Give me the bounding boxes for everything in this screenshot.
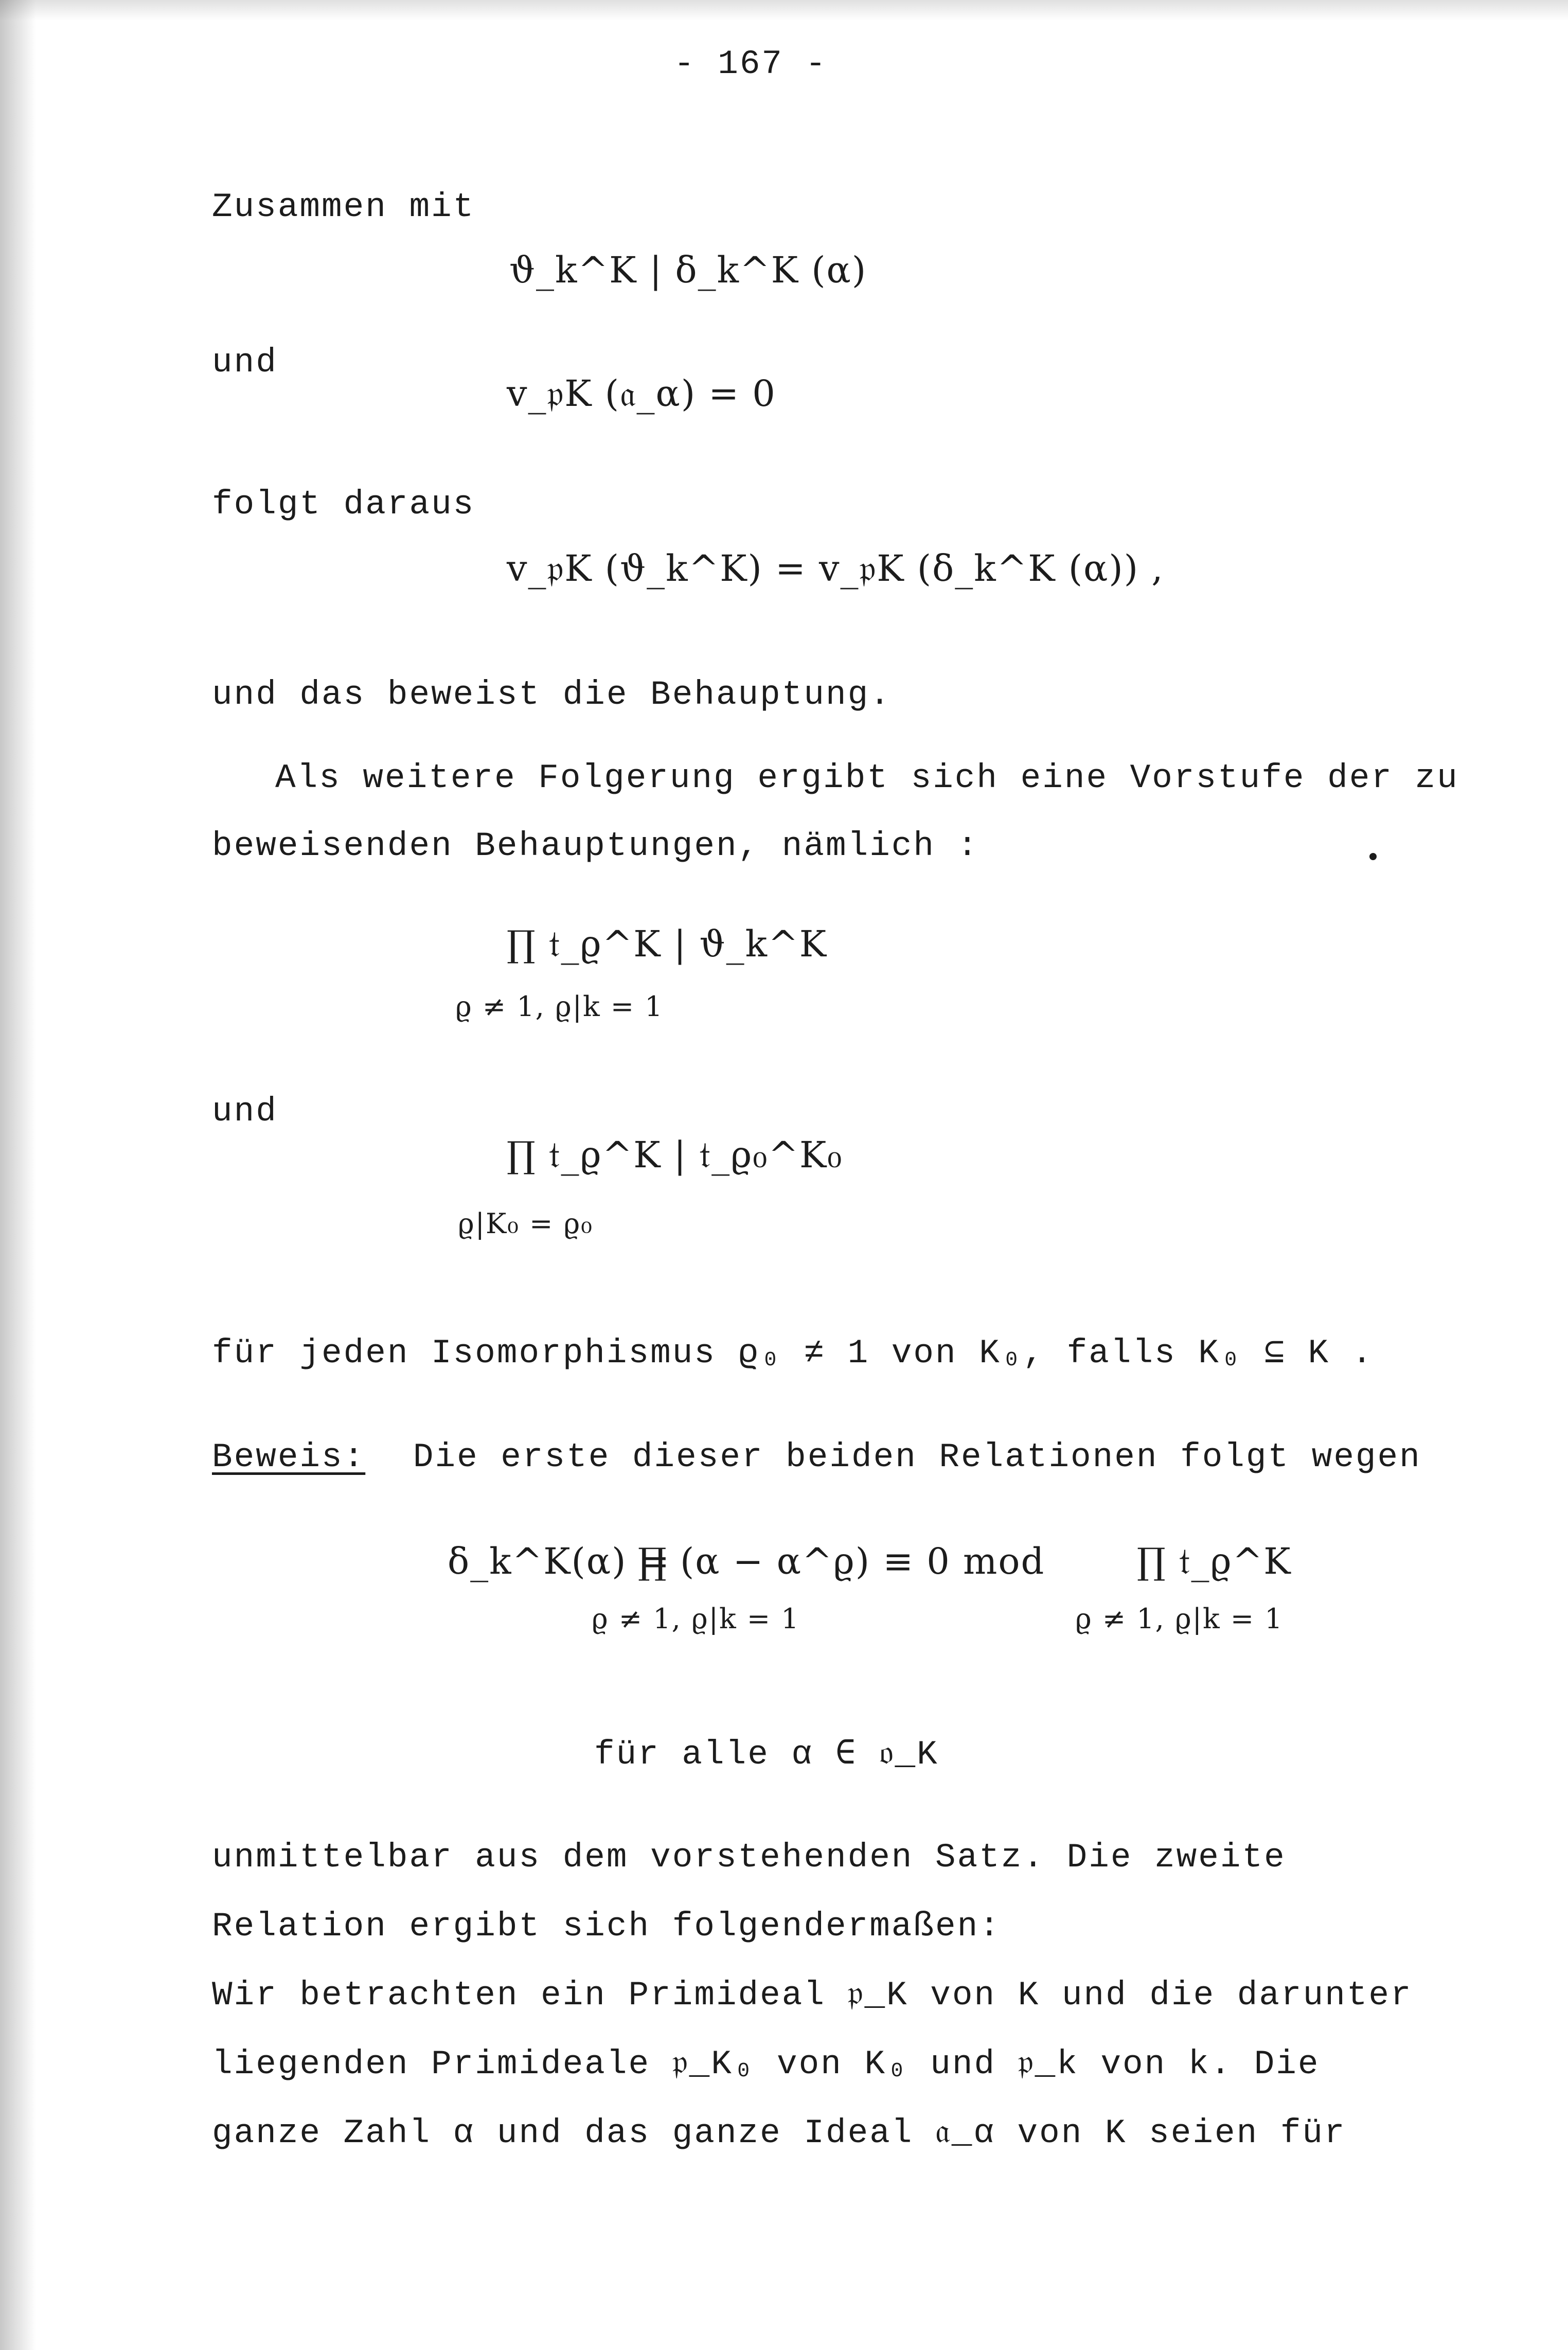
- text-line-unmittelbar: unmittelbar aus dem vorstehenden Satz. Die zweite: [212, 1838, 1286, 1877]
- formula-product-divides-t0-subscript: ϱ|K₀ = ϱ₀: [458, 1207, 593, 1240]
- text-line-isomorphismus: für jeden Isomorphismus ϱ₀ ≠ 1 von K₀, falls K₀ ⊆ K .: [212, 1334, 1374, 1373]
- text-line-beweis: [212, 1440, 1421, 1474]
- ink-speck: [1369, 853, 1377, 860]
- formula-discriminant-lhs: δ_k^K(α) =: [448, 1540, 671, 1582]
- formula-product-divides-t0: ∏ 𝔱_ϱ^K | 𝔱_ϱ₀^K₀: [507, 1134, 843, 1176]
- text-line-fuer-alle: für alle α ∈ 𝔬_K: [594, 1735, 939, 1774]
- text-line-und-1: und: [212, 343, 278, 382]
- formula-valuation-zero: v_𝔭K (𝔞_α) = 0: [507, 372, 776, 415]
- formula-theta-divides-delta: ϑ_k^K | δ_k^K (α): [509, 249, 867, 291]
- beweis-text: Die erste dieser beiden Relationen folgt wegen: [413, 1438, 1421, 1476]
- text-line-liegenden: liegenden Primideale 𝔭_K₀ von K₀ und 𝔭_k von k. Die: [212, 2045, 1320, 2084]
- page-number: - 167 -: [674, 45, 828, 83]
- formula-discriminant-product: ∏ (α − α^ϱ) ≡ 0 mod: [638, 1540, 1045, 1582]
- formula-discriminant-product-subscript: ϱ ≠ 1, ϱ|k = 1: [592, 1603, 800, 1635]
- formula-ideal-product-subscript: ϱ ≠ 1, ϱ|k = 1: [1075, 1603, 1284, 1635]
- formula-ideal-product: ∏ 𝔱_ϱ^K: [1137, 1540, 1292, 1582]
- text-line-zusammen: Zusammen mit: [212, 188, 475, 226]
- formula-product-divides-theta: ∏ 𝔱_ϱ^K | ϑ_k^K: [507, 923, 828, 965]
- formula-valuation-equality: v_𝔭K (ϑ_k^K) = v_𝔭K (δ_k^K (α)) ,: [507, 547, 1164, 590]
- formula-product-divides-theta-subscript: ϱ ≠ 1, ϱ|k = 1: [455, 990, 664, 1023]
- scan-edge-shadow-left: [0, 0, 36, 2350]
- text-line-ganze-zahl: ganze Zahl α und das ganze Ideal 𝔞_α von K seien für: [212, 2114, 1346, 2152]
- text-line-relation: Relation ergibt sich folgendermaßen:: [212, 1907, 1001, 1946]
- text-line-primideal: Wir betrachten ein Primideal 𝔭_K von K und die darunter: [212, 1976, 1413, 2015]
- scan-edge-shadow-top: [0, 0, 1568, 21]
- beweis-label: Beweis:: [212, 1438, 366, 1476]
- text-line-folgt-daraus: folgt daraus: [212, 485, 475, 524]
- text-line-weitere-folgerung: Als weitere Folgerung ergibt sich eine Vorstufe der zu: [275, 759, 1459, 797]
- text-line-beweist: und das beweist die Behauptung.: [212, 675, 892, 714]
- text-line-beweisenden: beweisenden Behauptungen, nämlich :: [212, 827, 979, 865]
- text-line-und-2: und: [212, 1092, 278, 1131]
